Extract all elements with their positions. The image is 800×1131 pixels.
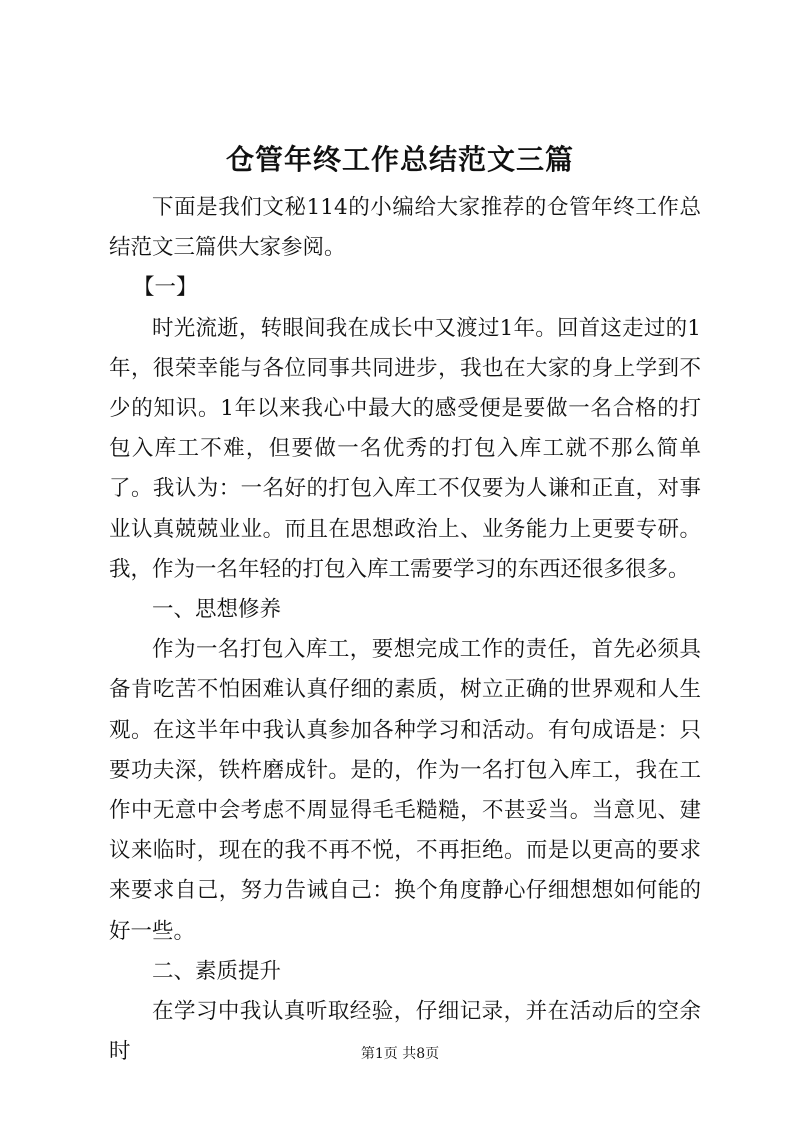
- document-body: [109, 188, 701, 1072]
- subsection-heading: 二、素质提升: [152, 958, 282, 984]
- intro-paragraph: 下面是我们文秘114的小编给大家推荐的仓管年终工作总结范文三篇供大家参阅。: [109, 195, 701, 261]
- body-paragraph: 时光流逝，转眼间我在成长中又渡过1年。回首这走过的1年，很荣幸能与各位同事共同进步，我也在大家的身上学到不少的知识。1年以来我心中最大的感受便是要做一名合格的打包入库工不难，但要做一名优秀的打包入库工就不那么简单了。我认为：一名好的打包入库工不仅要为人谦和正直，对事业认真兢兢业业。而且在思想政治上、业务能力上更要专研。我，作为一名年轻的打包入库工需要学习的东西还很多很多。: [109, 315, 701, 582]
- body-paragraph: 在学习中我认真听取经验，仔细记录，并在活动后的空余时: [109, 999, 701, 1065]
- body-paragraph: 作为一名打包入库工，要想完成工作的责任，首先必须具备肯吃苦不怕困难认真仔细的素质，树立正确的世界观和人生观。在这半年中我认真参加各种学习和活动。有句成语是：只要功夫深，铁杵磨成针。是的，作为一名打包入库工，我在工作中无意中会考虑不周显得毛毛糙糙，不甚妥当。当意见、建议来临时，现在的我不再不悦，不再拒绝。而是以更高的要求来要求自己，努力告诫自己：换个角度静心仔细想想如何能的好一些。: [109, 637, 701, 944]
- page-footer: 第1页 共8页: [360, 1046, 440, 1062]
- section-heading: 【一】: [133, 275, 198, 301]
- document-title: 仓管年终工作总结范文三篇: [225, 143, 574, 176]
- subsection-heading: 一、思想修养: [152, 597, 282, 623]
